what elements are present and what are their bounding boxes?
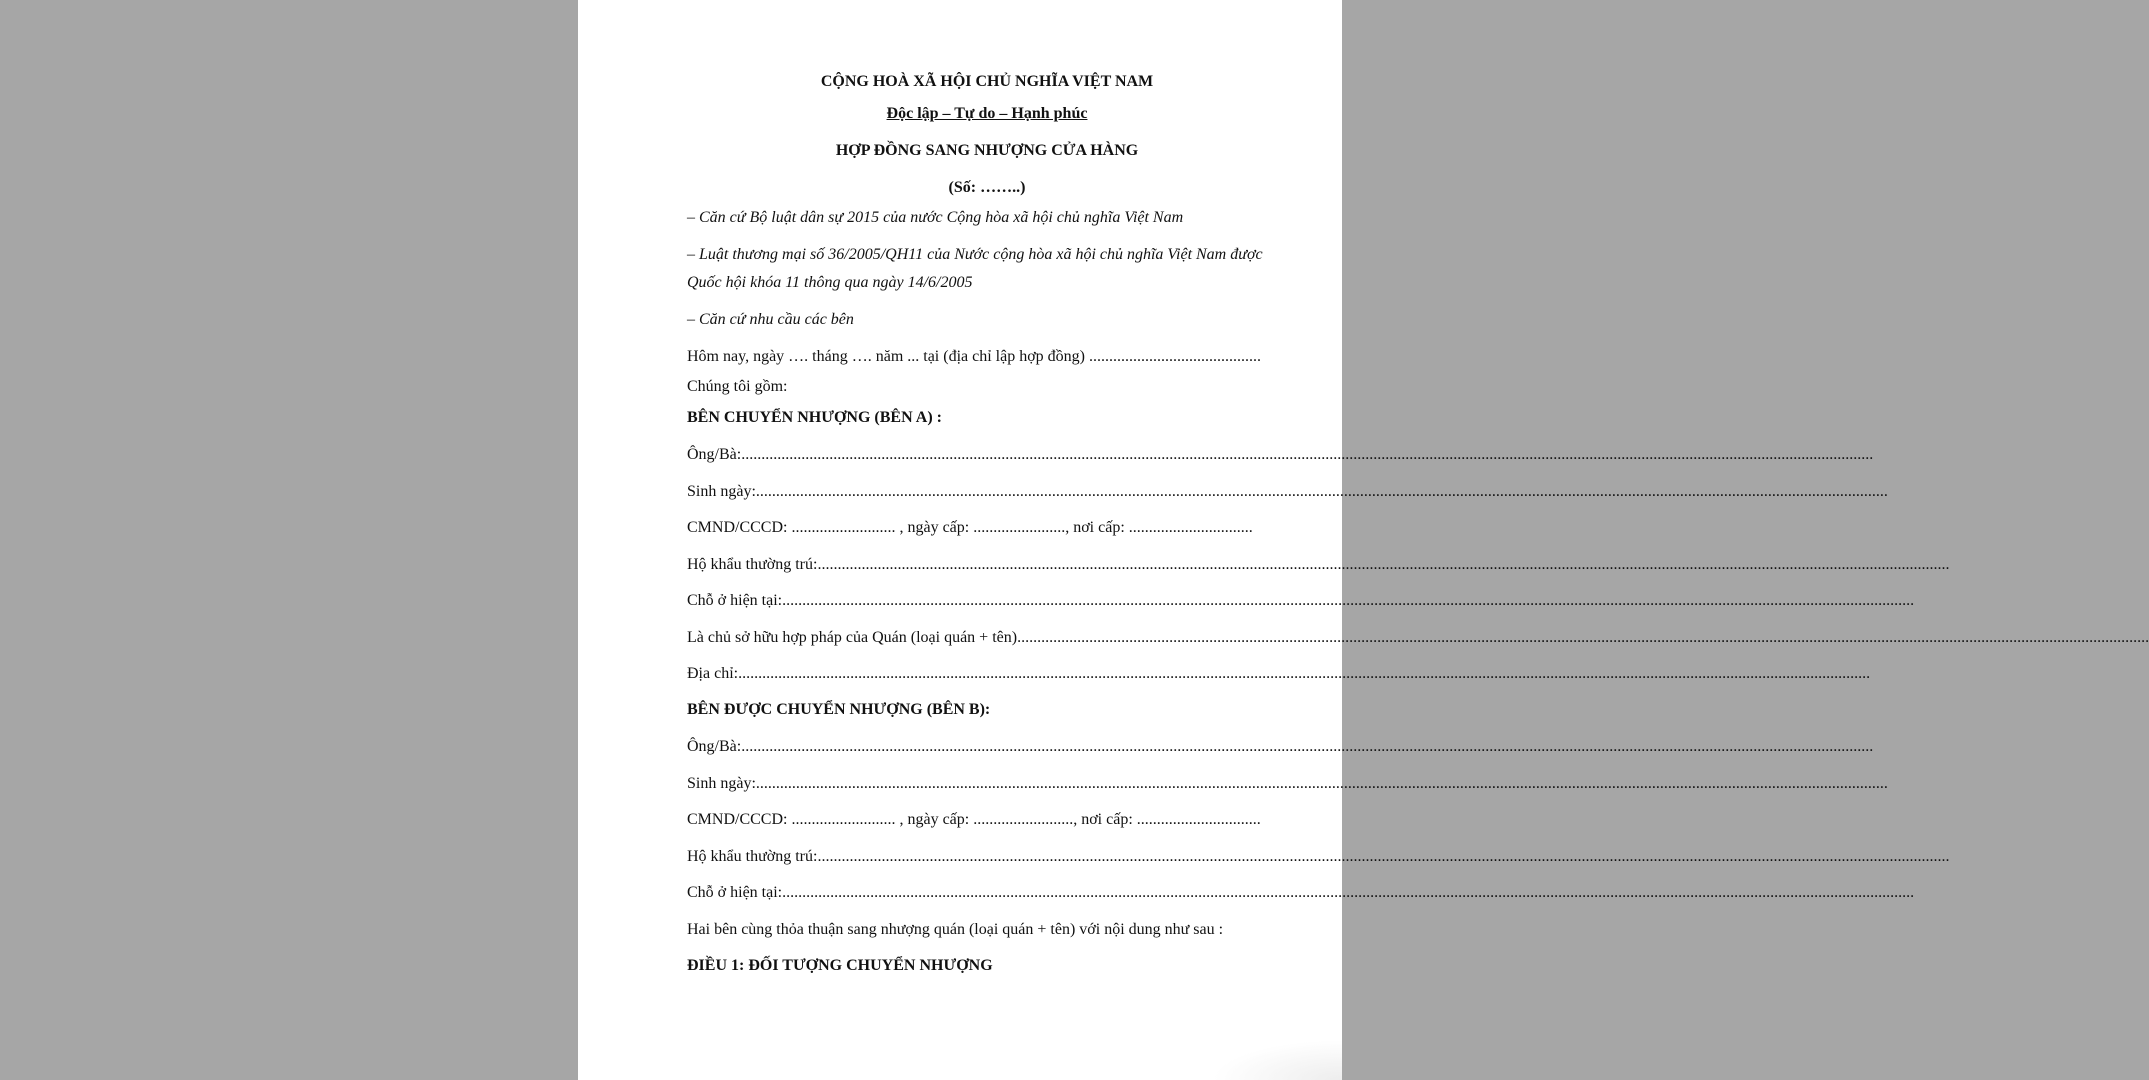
party-a-residence-dots: ...........................................................................................................................................................................................................................................................................................: [817, 556, 1950, 573]
party-b-name-field: [687, 737, 1874, 757]
motto: [687, 104, 1287, 124]
date-place-line: Hôm nay, ngày …. tháng …. năm ... tại (địa chỉ lập hợp đồng) ...........................................: [687, 348, 1262, 365]
party-a-address-field: [687, 664, 1871, 684]
party-a-id-line: CMND/CCCD: .......................... , ngày cấp: ......................., nơi cấp: ...............................: [687, 519, 1253, 536]
party-a-current-address-label: Chỗ ở hiện tại:: [687, 592, 783, 609]
motto-text: Độc lập – Tự do – Hạnh phúc: [886, 105, 1088, 122]
party-a-address-dots: ...........................................................................................................................................................................................................................................................................................: [738, 665, 1871, 682]
document-page: [578, 0, 2149, 1080]
party-a-name-dots: ...........................................................................................................................................................................................................................................................................................: [741, 446, 1874, 463]
party-b-id-line: CMND/CCCD: .......................... , ngày cấp: ........................., nơi cấp: ...............................: [687, 811, 1261, 828]
party-a-residence-field: [687, 555, 1950, 575]
party-a-address-label: Địa chỉ:: [687, 665, 739, 682]
agreement-line: Hai bên cùng thỏa thuận sang nhượng quán (loại quán + tên) với nội dung như sau :: [687, 921, 1224, 938]
nation-heading: CỘNG HOÀ XÃ HỘI CHỦ NGHĨA VIỆT NAM: [820, 73, 1154, 90]
we-are-line: Chúng tôi gồm:: [687, 378, 788, 395]
party-a-owner-field: [687, 628, 2149, 648]
party-b-residence-dots: ...........................................................................................................................................................................................................................................................................................: [817, 848, 1950, 865]
party-b-residence-field: [687, 847, 1950, 867]
party-a-current-address-field: [687, 591, 1915, 611]
party-a-owner-label: Là chủ sở hữu hợp pháp của Quán (loại quán + tên): [687, 629, 1018, 646]
contract-number: (Số: ……..): [948, 179, 1026, 196]
party-a-dob-dots: ...........................................................................................................................................................................................................................................................................................: [755, 483, 1888, 500]
party-a-name-field: [687, 445, 1874, 465]
article-1-heading: ĐIỀU 1: ĐỐI TƯỢNG CHUYỂN NHƯỢNG: [687, 957, 993, 974]
party-b-dob-dots: ...........................................................................................................................................................................................................................................................................................: [755, 775, 1888, 792]
basis-commercial-law-cont: Quốc hội khóa 11 thông qua ngày 14/6/2005: [687, 274, 973, 291]
contract-title: HỢP ĐỒNG SANG NHƯỢNG CỬA HÀNG: [835, 142, 1139, 159]
party-a-owner-dots: ...........................................................................................................................................................................................................................................................................................: [1017, 629, 2149, 646]
party-a-dob-field: [687, 482, 1888, 502]
party-b-current-address-field: [687, 883, 1915, 903]
basis-civil-code: – Căn cứ Bộ luật dân sự 2015 của nước Cộng hòa xã hội chủ nghĩa Việt Nam: [687, 209, 1184, 226]
basis-needs: – Căn cứ nhu cầu các bên: [687, 311, 854, 328]
party-b-current-address-dots: ...........................................................................................................................................................................................................................................................................................: [782, 884, 1915, 901]
party-b-heading: BÊN ĐƯỢC CHUYỂN NHƯỢNG (BÊN B):: [687, 701, 991, 718]
party-a-dob-label: Sinh ngày:: [687, 483, 756, 500]
party-b-name-dots: ...........................................................................................................................................................................................................................................................................................: [741, 738, 1874, 755]
party-a-current-address-dots: ...........................................................................................................................................................................................................................................................................................: [782, 592, 1915, 609]
party-a-heading: BÊN CHUYỂN NHƯỢNG (BÊN A) :: [687, 409, 942, 426]
party-b-dob-field: [687, 774, 1888, 794]
party-a-residence-label: Hộ khẩu thường trú:: [687, 556, 818, 573]
party-b-current-address-label: Chỗ ở hiện tại:: [687, 884, 783, 901]
party-b-dob-label: Sinh ngày:: [687, 775, 756, 792]
party-b-name-label: Ông/Bà:: [687, 738, 742, 755]
party-b-residence-label: Hộ khẩu thường trú:: [687, 848, 818, 865]
party-a-name-label: Ông/Bà:: [687, 446, 742, 463]
basis-commercial-law: – Luật thương mại số 36/2005/QH11 của Nước cộng hòa xã hội chủ nghĩa Việt Nam được: [687, 246, 1263, 263]
document-content: [687, 0, 2149, 1080]
page-corner-shadow: [1212, 1040, 1342, 1080]
